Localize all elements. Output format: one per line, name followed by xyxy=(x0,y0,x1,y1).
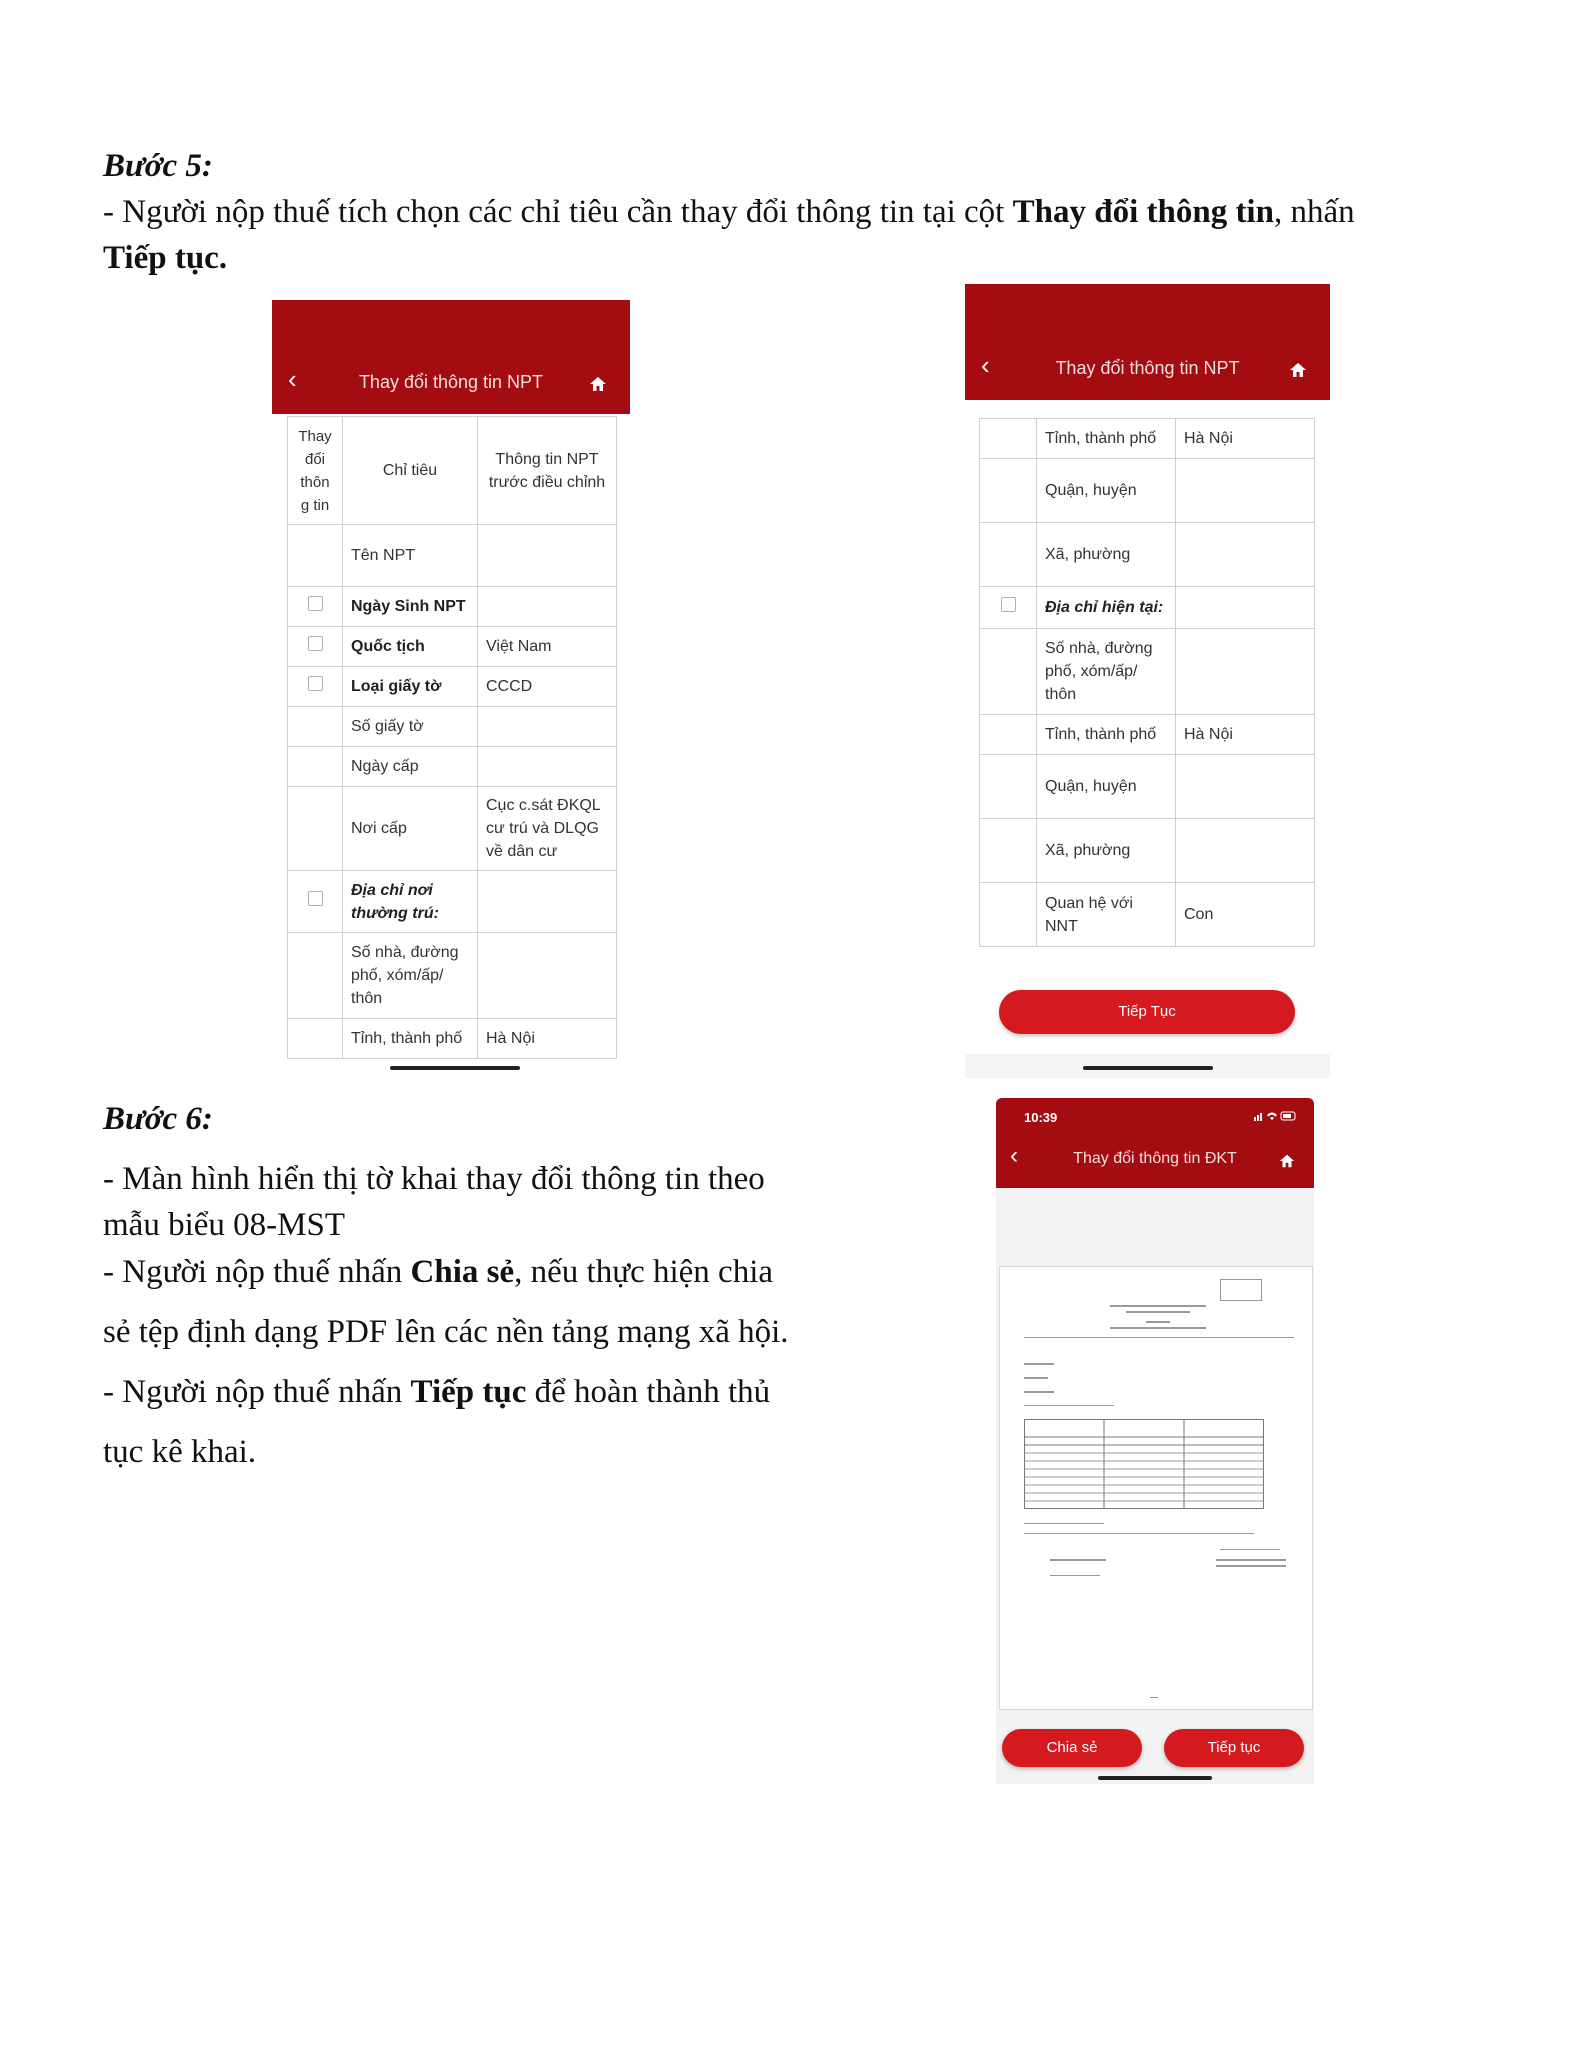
table-row xyxy=(980,629,1315,715)
continue-button[interactable]: Tiếp Tục xyxy=(999,990,1295,1034)
row-label: Số nhà, đường phố, xóm/ấp/ thôn xyxy=(1037,629,1176,715)
continue-button[interactable]: Tiếp tục xyxy=(1164,1729,1304,1767)
row-value xyxy=(478,587,617,627)
status-icons xyxy=(1254,1110,1298,1125)
table-row xyxy=(288,747,617,787)
row-value: CCCD xyxy=(478,667,617,707)
step5-instruction-line2 xyxy=(103,235,227,281)
step6-line3-suffix: , nếu thực hiện chia xyxy=(514,1254,774,1290)
row-label: Quận, huyện xyxy=(1037,755,1176,819)
header-indicator: Chỉ tiêu xyxy=(343,417,478,525)
app-header xyxy=(272,300,630,414)
phone-screenshot-2 xyxy=(965,284,1330,1078)
row-label: Ngày cấp xyxy=(343,747,478,787)
phone-screenshot-1 xyxy=(272,300,630,1078)
step6-bold-share: Chia sẻ xyxy=(410,1254,515,1290)
row-value: Hà Nội xyxy=(1176,419,1315,459)
step6-line5-suffix: để hoàn thành thủ xyxy=(526,1374,771,1410)
row-value xyxy=(478,871,617,933)
status-time: 10:39 xyxy=(1024,1110,1058,1125)
table-header-row xyxy=(288,417,617,525)
app-header xyxy=(965,284,1330,400)
row-label: Xã, phường xyxy=(1037,523,1176,587)
step6-line1: - Màn hình hiển thị tờ khai thay đổi thông tin theo xyxy=(103,1161,765,1197)
table-row xyxy=(288,787,617,871)
step6-line5 xyxy=(103,1369,770,1415)
step6-line4: sẻ tệp định dạng PDF lên các nền tảng mạng xã hội. xyxy=(103,1314,789,1350)
change-checkbox[interactable] xyxy=(308,891,323,906)
home-indicator xyxy=(390,1066,520,1070)
step6-title: Bước 6: xyxy=(103,1101,213,1137)
step6-line6: tục kê khai. xyxy=(103,1434,257,1470)
table-row xyxy=(288,667,617,707)
change-checkbox[interactable] xyxy=(308,676,323,691)
row-value: Con xyxy=(1176,883,1315,947)
back-icon[interactable]: ‹ xyxy=(1010,1142,1018,1169)
table-row xyxy=(288,1019,617,1059)
npt-address-table xyxy=(979,418,1315,947)
step6-line3-prefix: - Người nộp thuế nhấn xyxy=(103,1254,411,1290)
screen-title: Thay đổi thông tin NPT xyxy=(1055,358,1240,378)
row-label: Địa chỉ hiện tại: xyxy=(1037,587,1176,629)
row-label: Xã, phường xyxy=(1037,819,1176,883)
table-row xyxy=(980,755,1315,819)
share-button[interactable]: Chia sẻ xyxy=(1002,1729,1142,1767)
row-value: Hà Nội xyxy=(1176,715,1315,755)
app-header xyxy=(996,1098,1314,1188)
row-value xyxy=(1176,459,1315,523)
table-row xyxy=(980,715,1315,755)
home-indicator xyxy=(1098,1776,1212,1780)
screen-title: Thay đổi thông tin ĐKT xyxy=(1073,1150,1237,1167)
row-label: Tỉnh, thành phố xyxy=(343,1019,478,1059)
back-icon[interactable]: ‹ xyxy=(288,364,297,394)
step5-bold-continue: Tiếp tục. xyxy=(103,240,228,276)
row-label: Quốc tịch xyxy=(343,627,478,667)
home-icon[interactable] xyxy=(1278,1152,1296,1170)
row-value: Cục c.sát ĐKQL cư trú và DLQG về dân cư xyxy=(478,787,617,871)
row-label: Số giấy tờ xyxy=(343,707,478,747)
step6-line5-prefix: - Người nộp thuế nhấn xyxy=(103,1374,411,1410)
signal-wifi-battery-icon xyxy=(1254,1110,1298,1122)
step6-bold-continue: Tiếp tục xyxy=(410,1374,527,1410)
row-label: Quận, huyện xyxy=(1037,459,1176,523)
table-row xyxy=(288,525,617,587)
row-label: Tỉnh, thành phố xyxy=(1037,715,1176,755)
step5-bold-change-info: Thay đổi thông tin xyxy=(1012,194,1274,230)
change-checkbox[interactable] xyxy=(308,636,323,651)
row-label: Quan hệ với NNT xyxy=(1037,883,1176,947)
row-value xyxy=(478,933,617,1019)
row-value xyxy=(1176,819,1315,883)
row-value xyxy=(1176,629,1315,715)
row-value xyxy=(1176,755,1315,819)
header-previous-info: Thông tin NPT trước điều chỉnh xyxy=(478,417,617,525)
table-row xyxy=(980,419,1315,459)
row-value xyxy=(1176,523,1315,587)
pdf-preview-08-mst[interactable] xyxy=(999,1266,1313,1710)
change-checkbox[interactable] xyxy=(308,596,323,611)
table-row xyxy=(980,523,1315,587)
row-label: Loại giấy tờ xyxy=(343,667,478,707)
row-value xyxy=(1176,587,1315,629)
npt-info-table xyxy=(287,416,617,1059)
home-icon[interactable] xyxy=(588,374,608,394)
phone-screenshot-3 xyxy=(996,1098,1314,1784)
row-value xyxy=(478,525,617,587)
row-value: Việt Nam xyxy=(478,627,617,667)
row-value xyxy=(478,707,617,747)
step6-line3 xyxy=(103,1249,773,1295)
table-row xyxy=(288,707,617,747)
row-label: Ngày Sinh NPT xyxy=(343,587,478,627)
header-change-info: Thay đổi thôn g tin xyxy=(288,417,343,525)
home-icon[interactable] xyxy=(1288,360,1308,380)
table-row xyxy=(980,819,1315,883)
table-row xyxy=(980,883,1315,947)
row-label: Địa chỉ nơi thường trú: xyxy=(343,871,478,933)
table-row xyxy=(980,459,1315,523)
change-checkbox[interactable] xyxy=(1001,597,1016,612)
table-row xyxy=(288,587,617,627)
step5-text-prefix: - Người nộp thuế tích chọn các chỉ tiêu cần thay đổi thông tin tại cột xyxy=(103,194,1013,230)
home-indicator xyxy=(1083,1066,1213,1070)
screen-title: Thay đổi thông tin NPT xyxy=(358,372,544,392)
step5-title: Bước 5: xyxy=(103,148,213,184)
row-label: Tỉnh, thành phố xyxy=(1037,419,1176,459)
table-row xyxy=(288,627,617,667)
row-label: Nơi cấp xyxy=(343,787,478,871)
pdf-table-thumbnail xyxy=(1024,1419,1264,1509)
table-row xyxy=(980,587,1315,629)
step5-text-mid: , nhấn xyxy=(1273,194,1355,230)
table-row xyxy=(288,933,617,1019)
step5-instruction xyxy=(103,189,1503,235)
step6-line2: mẫu biểu 08-MST xyxy=(103,1207,345,1243)
back-icon[interactable]: ‹ xyxy=(981,350,990,380)
table-row xyxy=(288,871,617,933)
row-value xyxy=(478,747,617,787)
row-label: Số nhà, đường phố, xóm/ấp/ thôn xyxy=(343,933,478,1019)
row-label: Tên NPT xyxy=(343,525,478,587)
row-value: Hà Nội xyxy=(478,1019,617,1059)
